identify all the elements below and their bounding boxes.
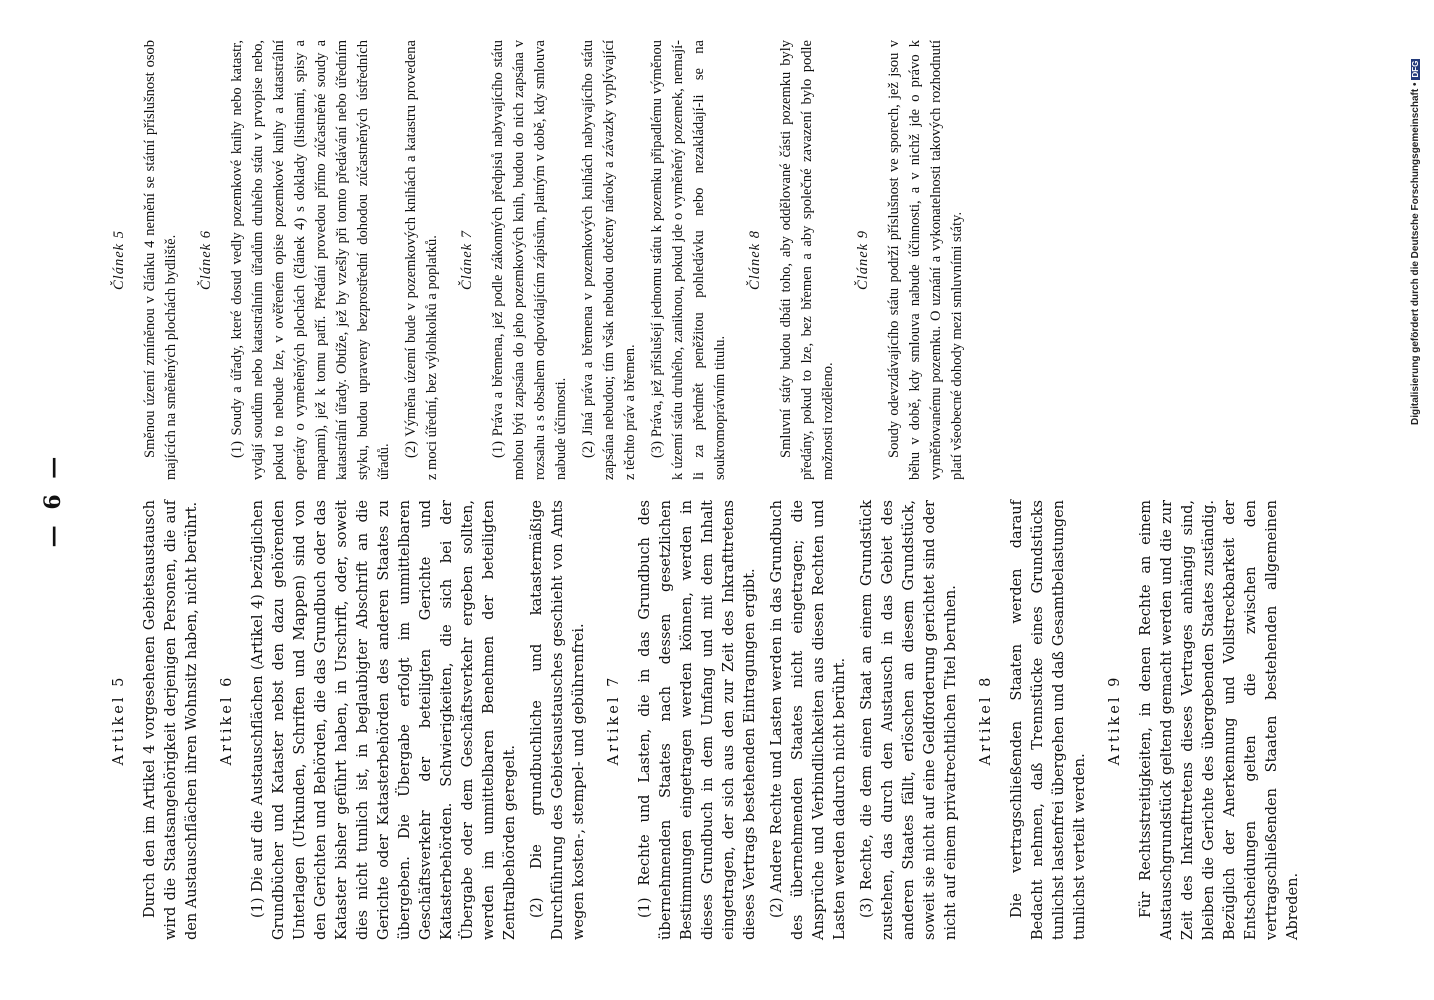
german-column [95, 500, 1312, 940]
german-article-6-para-2: (2) Die grundbuchliche und katastermäßige Durchführung des Gebietsaustausches geschieht von Amts wegen kosten-, stempel- und gebührenfrei. [529, 500, 587, 940]
german-article-6 [217, 500, 590, 940]
czech-column [95, 40, 976, 480]
german-article-9-title: Artikel 9 [1107, 674, 1123, 766]
german-article-9-text: Für Rechtsstreitigkeiten, in denen Rechte an einem Austauschgrundstück geltend gemacht werden und die zur Zeit des Inkrafttretens dieses Vertrages anhängig sind, bleiben die Gerichte des übergebenden Staates zuständig. Bezüglich der Anerkennung und Vollstreckbarkeit der Entscheidungen gelten die zwischen den vertragschließenden Staaten bestehenden allgemeinen Abreden. [1138, 500, 1301, 940]
german-article-7-para-2: (2) Andere Rechte und Lasten werden in das Grundbuch des übernehmenden Staates nicht eingetragen; die Ansprüche und Verbindlichkeiten aus diesen Rechten und Lasten werden dadurch nicht berührt. [769, 500, 848, 940]
czech-article-5-text: Směnou území zmíněnou v článku 4 nemění se státní příslušnost osob majících na směněných plochách bydliště. [142, 40, 179, 480]
czech-article-8-text: Smluvní státy budou dbáti toho, aby oddělované části pozemku byly předány, pokud to lze, bez břemen a aby společné zavazení bylo podle možnosti rozděleno. [778, 40, 836, 480]
german-article-7 [604, 500, 962, 940]
german-article-8 [976, 500, 1091, 940]
german-article-7-title: Artikel 7 [606, 674, 622, 766]
czech-article-7-para-1: (1) Práva a břemena, jež podle zákonných předpisů nabyvajícího státu mohou býti zapsána do jeho pozemkových knih, budou do nich zapsána v rozsahu a s obsahem odpovídajícím zápisům, platným v době, kdy smlouva nabude účinnosti. [490, 40, 569, 480]
czech-article-9-text: Soudy odevzdávajícího státu podrží příslušnost ve sporech, jež jsou v běhu v době, kdy smlouva nabude účinnosti, a v nichž jde o právo k vyměňovanému pozemku. O uznání a vykonatelnosti takových rozhodnutí platí všeobecné dohody mezi smluvními státy. [886, 40, 965, 480]
digitization-credit-text: Digitalisierung gefördert durch die Deutsche Forschungsgemeinschaft • [1410, 82, 1421, 425]
czech-article-7-title: Článek 7 [459, 230, 475, 290]
german-article-7-para-1: (1) Rechte und Lasten, die in das Grundbuch des übernehmenden Staates nach dessen gesetzlichen Bestimmungen eingetragen werden können, werden in dieses Grundbuch in dem Umfang und mit dem Inhalt eingetragen, der sich aus den zur Zeit des Inkrafttretens dieses Vertrags bestehenden Eintragungen ergibt. [637, 500, 758, 940]
german-article-8-text: Die vertragschließenden Staaten werden darauf Bedacht nehmen, daß Trennstücke eines Grundstücks tunlichst lastenfrei übergehen und daß Gesamtbelastungen tunlichst verteilt werden. [1009, 500, 1088, 940]
german-article-8-title: Artikel 8 [978, 674, 994, 766]
czech-article-7-para-2: (2) Jiná práva a břemena v pozemkových knihách nabyvajícího státu zapsána nebudou; tím však nebudou dotčeny nároky a závazky vyplývající z těchto práv a břemen. [580, 40, 638, 480]
page-number: — 6 — [40, 452, 66, 548]
czech-article-7-para-3: (3) Práva, jež příslušejí jednomu státu k pozemku připadlému výměnou k území státu druhého, zaniknou, pokud jde o vyměněný pozemek, nemají-li za předmět peněžitou pohledávku nebo nezakládají-li se na soukromoprávním titulu. [649, 40, 728, 480]
german-article-6-para-1: (1) Die auf die Austauschflächen (Artikel 4) bezüglichen Grundbücher und Kataster nebst den dazu gehörenden Unterlagen (Urkunden, Schriften und Mappen) sind von den Gerichten und Behörden, die das Grundbuch oder das Kataster bisher geführt haben, in Urschrift, oder, soweit dies nicht tunlich ist, in beglaubigter Abschrift an die Gerichte oder Katasterbehörden des anderen Staates zu übergeben. Die Übergabe erfolgt im unmittelbaren Geschäftsverkehr der beteiligten Gerichte und Katasterbehörden. Schwierigkeiten, die sich bei der Übergabe oder dem Geschäftsverkehr ergeben sollten, werden im unmittelbaren Benehmen der beteiligten Zentralbehörden geregelt. [250, 500, 518, 940]
german-article-9 [1105, 500, 1304, 940]
czech-article-5-title: Článek 5 [111, 230, 127, 290]
czech-article-9 [853, 40, 968, 480]
german-article-5-title: Artikel 5 [111, 674, 127, 766]
czech-article-9-title: Článek 9 [855, 230, 871, 290]
czech-article-6-para-2: (2) Výměna území bude v pozemkových knihách a katastru provedena z moci úřední, bez výlohkolků a poplatků. [403, 40, 440, 480]
czech-article-5 [109, 40, 182, 480]
czech-article-8 [745, 40, 839, 480]
czech-article-6 [196, 40, 443, 480]
dfg-logo: DFG [1411, 60, 1420, 78]
german-article-5-text: Durch den im Artikel 4 vorgesehenen Gebietsaustausch wird die Staatsangehörigkeit derjenigen Personen, die auf den Austauschflächen ihren Wohnsitz haben, nicht berührt. [142, 500, 200, 940]
czech-article-7 [457, 40, 731, 480]
czech-article-8-title: Článek 8 [747, 230, 763, 290]
czech-article-6-title: Článek 6 [198, 230, 214, 290]
german-article-7-para-3: (3) Rechte, die dem einen Staat an einem Grundstück zustehen, das durch den Austausch in das Gebiet des anderen Staates fällt, erlöschen an diesem Grundstück, soweit sie nicht auf eine Geldforderung gerichtet sind oder nicht auf einem privatrechtlichen Titel beruhen. [859, 500, 959, 940]
german-article-6-title: Artikel 6 [219, 674, 235, 766]
czech-article-6-para-1: (1) Soudy a úřady, které dosud vedly pozemkové knihy nebo katastr, vydají soudům nebo katastrálním úřadům druhého státu v prvopise nebo, pokud to nebude lze, v ověřeném opise pozemkové knihy a katastrální operáty o vyměněných plochách (článek 4) s doklady (listinami, spisy a mapami), jež k tomu patří. Předání provedou přímo zúčastněné soudy a katastrální úřady. Obtíže, jež by vzešly při tomto předávání nebo úředním styku, budou upraveny bezprostřední dohodou zúčastněných ústředních úřadů. [229, 40, 392, 480]
german-article-5 [109, 500, 203, 940]
